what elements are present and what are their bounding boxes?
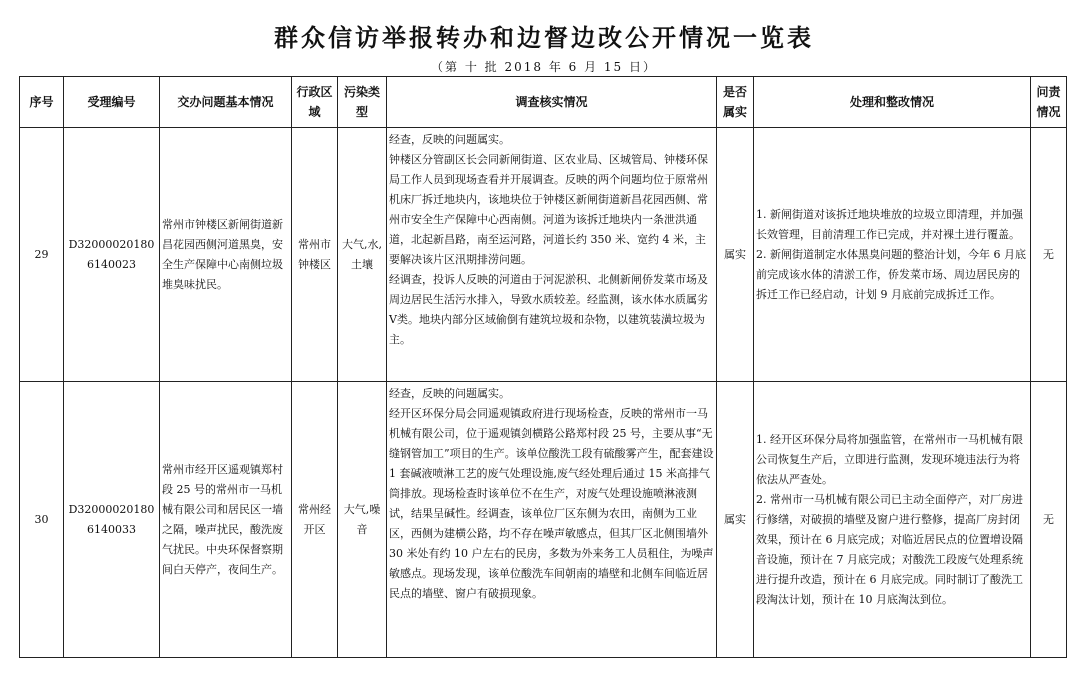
table-row xyxy=(20,128,1067,382)
header-case-no: 受理编号 xyxy=(64,77,160,128)
header-issue: 交办问题基本情况 xyxy=(160,77,292,128)
cell-investigation xyxy=(387,382,717,658)
header-pollution: 污染类型 xyxy=(338,77,387,128)
investigation-paragraph: 经开区环保分局会同遥观镇政府进行现场检查，反映的常州市一马机械有限公司，位于遥观镇剑横路公路郑村段 25 号，主要从事“无缝钢管加工”项目的生产。该单位酸洗工段有硫酸雾产生，配套建设 1 套碱液喷淋工艺的废气处理设施,废气经处理后通过 15 米高排气筒排放。现场检查时该单位不在生产，对废气处理设施喷淋液测试，结果呈碱性。经调查，该单位厂区东侧为农田，南侧为工业区，西侧为建横公路，均不存在噪声敏感点，但其厂区北侧围墙外 30 米处有约 10 户左右的民房，多数为外来务工人员租住，为噪声敏感点。现场发现，该单位酸洗车间朝南的墙壁和北侧车间临近居民点的墙壁、窗户有破损现象。 xyxy=(389,407,714,600)
cell-pollution: 大气,噪音 xyxy=(338,382,387,658)
cell-case-no: D320000201806140033 xyxy=(64,382,160,658)
header-row xyxy=(20,77,1067,128)
cell-handling xyxy=(754,128,1031,382)
cell-seq: 30 xyxy=(20,382,64,658)
cell-region: 常州经开区 xyxy=(292,382,338,658)
investigation-paragraph: 经查，反映的问题属实。 xyxy=(389,133,510,146)
investigation-paragraph: 经调查，投诉人反映的河道由于河泥淤积、北侧新闸侨发菜市场及周边居民生活污水排入，导致水质较差。经监测，该水体水质属劣Ⅴ类。地块内部分区域偷倒有建筑垃圾和杂物，以建筑装潢垃圾为主。 xyxy=(389,273,708,346)
cell-region: 常州市钟楼区 xyxy=(292,128,338,382)
header-accountability: 问责情况 xyxy=(1031,77,1067,128)
cell-accountability: 无 xyxy=(1031,128,1067,382)
cell-investigation xyxy=(387,128,717,382)
investigation-paragraph: 钟楼区分管副区长会同新闸街道、区农业局、区城管局、钟楼环保局工作人员到现场查看并开展调查。反映的两个问题均位于原常州机床厂拆迁地块内，该地块位于钟楼区新闸街道新昌花园西侧、常州市安全生产保障中心西南侧。河道为该拆迁地块内一条泄洪通道，北起新昌路，南至运河路，河道长约 350 米、宽约 4 米，主要解决该片区汛期排涝问题。 xyxy=(389,153,708,266)
cell-seq: 29 xyxy=(20,128,64,382)
handling-paragraph: 2. 常州市一马机械有限公司已主动全面停产，对厂房进行修缮，对破损的墙壁及窗户进行整修，提高厂房封闭效果，预计在 6 月底完成；对临近居民点的位置增设隔音设施，预计在 7 月底完成；对酸洗工段废气处理系统进行提升改造，预计在 6 月底完成。同时制订了酸洗工段淘汰计划，预计在 10 月底淘汰到位。 xyxy=(756,492,1023,606)
page-title: 群众信访举报转办和边督边改公开情况一览表 xyxy=(274,24,814,52)
cell-pollution: 大气,水,土壤 xyxy=(338,128,387,382)
header-investigation: 调查核实情况 xyxy=(387,77,717,128)
batch-subtitle: （第 十 批 2018 年 6 月 15 日） xyxy=(431,60,657,74)
handling-paragraph: 1. 新闸街道对该拆迁地块堆放的垃圾立即清理，并加强长效管理，目前清理工作已完成，并对裸土进行覆盖。 xyxy=(756,207,1023,241)
cell-case-no: D320000201806140023 xyxy=(64,128,160,382)
cell-verified: 属实 xyxy=(717,128,754,382)
header-region: 行政区域 xyxy=(292,77,338,128)
handling-paragraph: 2. 新闸街道制定水体黑臭问题的整治计划，今年 6 月底前完成该水体的清淤工作，侨发菜市场、周边居民房的拆迁工作已经启动，计划 9 月底前完成拆迁工作。 xyxy=(756,247,1026,301)
cell-verified: 属实 xyxy=(717,382,754,658)
investigation-paragraph: 经查，反映的问题属实。 xyxy=(389,387,510,400)
header-verified: 是否属实 xyxy=(717,77,754,128)
cell-issue: 常州市钟楼区新闸街道新昌花园西侧河道黑臭，安全生产保障中心南侧垃圾堆臭味扰民。 xyxy=(160,128,292,382)
cell-issue: 常州市经开区遥观镇郑村段 25 号的常州市一马机械有限公司和居民区一墙之隔，噪声扰民，酸洗废气扰民。中央环保督察期间白天停产，夜间生产。 xyxy=(160,382,292,658)
cell-handling xyxy=(754,382,1031,658)
table-row xyxy=(20,382,1067,658)
header-seq: 序号 xyxy=(20,77,64,128)
header-handling: 处理和整改情况 xyxy=(754,77,1031,128)
cell-accountability: 无 xyxy=(1031,382,1067,658)
handling-paragraph: 1. 经开区环保分局将加强监管，在常州市一马机械有限公司恢复生产后，立即进行监测，发现环境违法行为将依法从严查处。 xyxy=(756,432,1023,486)
complaint-table xyxy=(19,76,1067,658)
